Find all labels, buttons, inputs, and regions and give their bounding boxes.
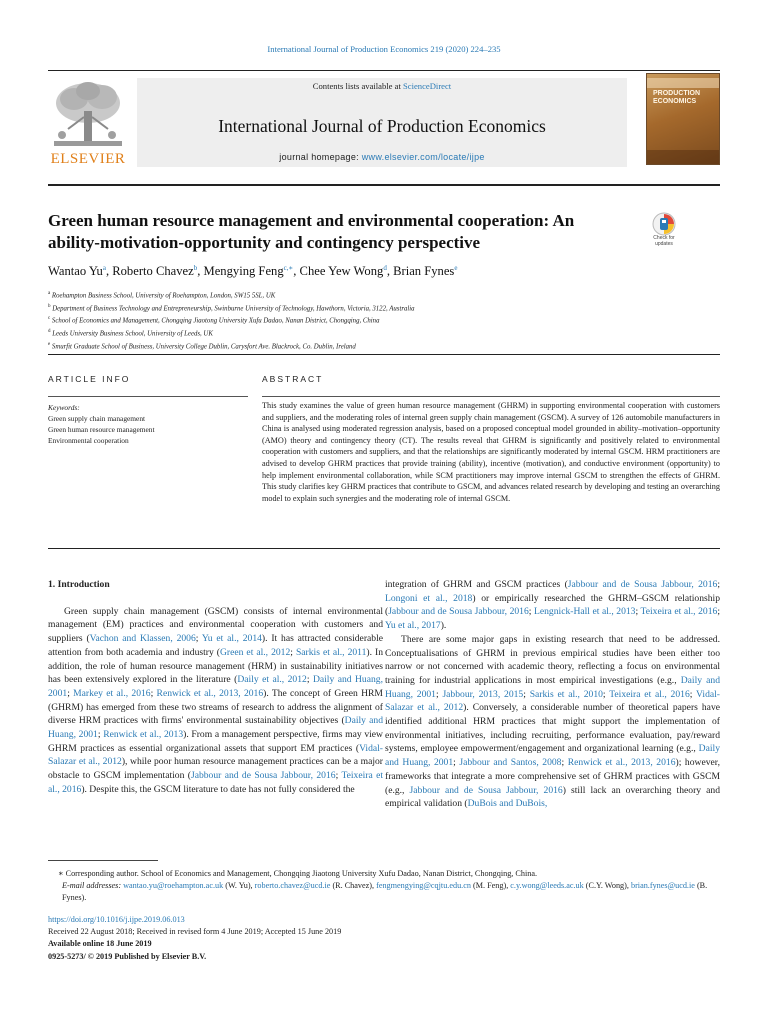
email-label: E-mail addresses: bbox=[62, 881, 124, 891]
paragraph-text: ), while poor human resource management practices can be a major obstacle to GSCM implementation ( bbox=[48, 756, 383, 782]
paragraph-text: ; bbox=[306, 674, 313, 686]
author-affiliation-marker[interactable]: a bbox=[102, 264, 106, 272]
citation-link[interactable]: Yu et al., 2014 bbox=[201, 633, 262, 645]
paragraph-text: ; bbox=[435, 688, 443, 700]
citation-link[interactable]: Jabbour and de Sousa Jabbour, 2016 bbox=[388, 606, 529, 618]
journal-citation[interactable]: International Journal of Production Economics 219 (2020) 224–235 bbox=[267, 44, 501, 54]
citation-link[interactable]: Vachon and Klassen, 2006 bbox=[89, 633, 196, 645]
author-affiliation-marker[interactable]: e bbox=[454, 264, 458, 272]
affiliation bbox=[48, 314, 720, 327]
elsevier-logo[interactable] bbox=[48, 77, 128, 169]
affiliation-marker: b bbox=[48, 303, 51, 309]
cover-title: PRODUCTION ECONOMICS bbox=[653, 90, 701, 105]
check-for-updates-button[interactable] bbox=[646, 212, 682, 258]
section-heading: 1. Introduction bbox=[48, 579, 110, 590]
author-affiliation-marker[interactable]: d bbox=[383, 264, 387, 272]
contents-prefix: Contents lists available at bbox=[312, 81, 403, 91]
keyword-item[interactable]: Green supply chain management bbox=[48, 414, 146, 423]
keywords-block bbox=[48, 402, 248, 446]
paragraph-text: ; bbox=[453, 757, 460, 769]
keyword-item[interactable]: Environmental cooperation bbox=[48, 436, 129, 445]
paragraph-text: ; bbox=[717, 606, 720, 618]
issn-copyright: 0925-5273/ © 2019 Published by Elsevier B.V. bbox=[48, 951, 207, 961]
author-name[interactable]: Wantao Yu bbox=[48, 264, 103, 279]
article-title: Green human resource management and environmental cooperation: An ability-motivation-opportunity and contingency perspective bbox=[48, 211, 575, 252]
citation-link[interactable]: Jabbour and de Sousa Jabbour, 2016 bbox=[409, 784, 563, 796]
body-column-right bbox=[385, 578, 720, 811]
email-link[interactable]: c.y.wong@leeds.ac.uk bbox=[510, 881, 584, 891]
author-name[interactable]: Mengying Feng bbox=[203, 264, 284, 279]
citation-link[interactable]: Daily et al., 2012 bbox=[237, 674, 307, 686]
affiliation-marker: c bbox=[48, 316, 51, 322]
paragraph-text: ). Conversely, a considerable number of theoretical papers have identified additional HRM practices that might support the implementation of environmental initiatives, including recruiting, performance evaluation, pay/reward systems, employee empowerment/engagement and organizational learning (e.g., bbox=[385, 702, 720, 755]
citation-link[interactable]: Teixeira et al., 2016 bbox=[48, 770, 384, 795]
email-owner: (R. Chavez), bbox=[330, 881, 377, 891]
available-online: Available online 18 June 2019 bbox=[48, 939, 152, 949]
email-owner: (M. Feng), bbox=[470, 881, 511, 891]
paragraph-text: ); however, frameworks that integrate a more comprehensive set of GHRM practices with GSCM (e.g., bbox=[385, 757, 720, 796]
paragraph-text: Green supply chain management (GSCM) consists of internal environmental management (EM) practices and environmental cooperation with customers and suppliers ( bbox=[48, 605, 383, 645]
citation-link[interactable]: Lengnick-Hall et al., 2013 bbox=[534, 606, 636, 618]
journal-banner bbox=[137, 78, 627, 167]
citation-link[interactable]: Sarkis et al., 2011 bbox=[295, 646, 367, 658]
paragraph-text: ; bbox=[195, 633, 202, 645]
paragraph-text: integration of GHRM and GSCM practices ( bbox=[385, 579, 568, 590]
journal-title: International Journal of Production Economics bbox=[218, 116, 546, 136]
citation-link[interactable]: Jabbour and de Sousa Jabbour, 2016 bbox=[190, 770, 336, 782]
citation-link[interactable]: Daily and Huang, 2001 bbox=[385, 743, 720, 769]
affiliation-text: Roehampton Business School, University of Roehampton, London, SW15 5SL, UK bbox=[50, 292, 276, 300]
affiliation bbox=[48, 302, 720, 315]
paragraph-text: ; bbox=[67, 687, 74, 699]
divider bbox=[48, 396, 248, 397]
citation-link[interactable]: Yu et al., 2017 bbox=[385, 620, 441, 632]
citation-link[interactable]: Renwick et al., 2013 bbox=[103, 729, 184, 741]
divider bbox=[48, 184, 720, 186]
email-link[interactable]: brian.fynes@ucd.ie bbox=[630, 881, 695, 891]
citation-link[interactable]: Daily and Huang, 2001 bbox=[385, 674, 720, 700]
affiliation-text: Department of Business Technology and Entrepreneurship, Swinburne University of Technology, Hawthorn, Victoria, 3122, Australia bbox=[50, 304, 415, 312]
citation-link[interactable]: Green et al., 2012 bbox=[220, 646, 291, 658]
divider bbox=[262, 396, 720, 397]
cover-strip bbox=[647, 150, 720, 165]
elsevier-tree-icon bbox=[48, 77, 128, 151]
email-addresses bbox=[48, 880, 720, 904]
author-name[interactable]: Chee Yew Wong bbox=[299, 264, 384, 279]
publication-info bbox=[48, 914, 720, 963]
paragraph-text: ; bbox=[717, 579, 720, 590]
citation-link[interactable]: Daily and Huang, 2001 bbox=[48, 674, 383, 699]
affiliation-marker: d bbox=[48, 329, 51, 335]
paragraph-text: ; bbox=[290, 646, 296, 658]
email-link[interactable]: wantao.yu@roehampton.ac.uk bbox=[123, 881, 224, 891]
elsevier-wordmark: ELSEVIER bbox=[50, 151, 126, 167]
body-paragraph bbox=[385, 578, 720, 633]
paragraph-text: ). bbox=[440, 620, 447, 632]
citation-link[interactable]: Renwick et al., 2013, 2016 bbox=[567, 757, 676, 769]
received-dates: Received 22 August 2018; Received in revised form 4 June 2019; Accepted 15 June 2019 bbox=[48, 927, 342, 937]
affiliation-list bbox=[48, 289, 720, 352]
paragraph-text: ; bbox=[561, 757, 568, 769]
divider bbox=[48, 548, 720, 549]
body-paragraph bbox=[385, 633, 720, 811]
email-owner: (W. Yu), bbox=[223, 881, 255, 891]
author-name[interactable]: Roberto Chavez bbox=[112, 264, 194, 279]
doi-link[interactable]: https://doi.org/10.1016/j.ijpe.2019.06.013 bbox=[48, 915, 185, 924]
masthead bbox=[48, 70, 720, 166]
paragraph-text: ; bbox=[335, 770, 342, 782]
citation-link[interactable]: Longoni et al., 2018 bbox=[385, 592, 473, 604]
paragraph-text: ). From a management perspective, firms may view GHRM practices as essential organizational assets that support EM practices ( bbox=[48, 729, 383, 754]
body-paragraph bbox=[48, 605, 383, 797]
keyword-item[interactable]: Green human resource management bbox=[48, 425, 155, 434]
citation-link[interactable]: Vidal-Salazar et al., 2012 bbox=[385, 688, 720, 714]
paragraph-text: ; bbox=[523, 688, 530, 700]
paragraph-text: ). In addition, the role of human resource management (HRM) in sustainability initiatives has been extensively explored in the literature ( bbox=[48, 646, 384, 686]
paragraph-text: ; bbox=[602, 688, 610, 700]
email-owner: (B. Fynes). bbox=[62, 881, 708, 903]
paragraph-text: ; bbox=[97, 729, 104, 741]
affiliation-text: Smurfit Graduate School of Business, University College Dublin, Carysfort Ave. Blackrock, Co. Dublin, Ireland bbox=[50, 342, 356, 350]
paragraph-text: ). The concept of Green HRM (GHRM) has emerged from these two streams of research to address the alignment of diverse HRM practices with firms' environmental sustainability objectives ( bbox=[48, 687, 383, 727]
author-affiliation-marker[interactable]: c,∗ bbox=[283, 264, 294, 272]
affiliation bbox=[48, 289, 720, 302]
citation-link[interactable]: Vidal-Salazar et al., 2012 bbox=[48, 742, 383, 768]
citation-link[interactable]: Teixeira et al., 2016 bbox=[640, 606, 718, 618]
citation-link[interactable]: Jabbour and Santos, 2008 bbox=[459, 757, 562, 769]
email-link[interactable]: fengmengying@cqjtu.edu.cn bbox=[376, 881, 471, 891]
homepage-prefix: journal homepage: bbox=[279, 152, 362, 162]
affiliation-marker: e bbox=[48, 341, 51, 347]
author-list: Wantao Yu$^a$, Roberto Chavez$^b$, Mengying Feng$^{c,∗}$, Chee Yew Wong$^d$, Brian Fynes$^e$ bbox=[48, 264, 458, 279]
paragraph-text: ) still lack an overarching theory and empirical validation ( bbox=[385, 784, 720, 810]
sciencedirect-link[interactable]: ScienceDirect bbox=[403, 81, 452, 91]
paragraph-text: ). Despite this, the GSCM literature to date has not fully considered the bbox=[81, 783, 355, 795]
divider bbox=[48, 354, 720, 355]
crossmark-label: Check for updates bbox=[653, 235, 675, 247]
paragraph-text: ; bbox=[528, 606, 535, 618]
citation-link[interactable]: Jabbour and de Sousa Jabbour, 2016 bbox=[567, 579, 718, 590]
citation-link[interactable]: Teixeira et al., 2016 bbox=[609, 688, 690, 700]
paragraph-text: ; bbox=[689, 688, 697, 700]
email-owner: (C.Y. Wong), bbox=[583, 881, 631, 891]
footnote bbox=[48, 868, 720, 905]
paragraph-text: ) or empirically researched the GHRM–GSCM relationship ( bbox=[385, 592, 720, 618]
homepage-line bbox=[137, 152, 627, 162]
contents-line bbox=[137, 81, 627, 91]
abstract-text: This study examines the value of green human resource management (GHRM) in supporting environmental cooperation with customers and suppliers, and the moderating roles of internal green supply chain management (GSCM). A survey of 126 automobile manufacturers in China is analysed using moderated regression analysis, based on a proposed conceptual model grounded in ability–motivation–opportunity (AMO) theory and contingency theory (CT). The results reveal that GHRM is significantly and positively related to environmental cooperation with customers and suppliers, and that the relationships are significantly moderated by internal GSCM. HRM practitioners are advised to develop GHRM practices that provide training (ability), incentive (motivation), and conductive environment (opportunity) to help implement environmental collaboration, while SCM practitioners may improve internal GSCM to strengthen the effects of GHRM. This study clarifies key GHRM practices that contribute to GSCM, and advances related research by developing and testing an overarching model to explain such synergies and the moderating role of internal GSCM. bbox=[262, 401, 720, 503]
footnote-divider bbox=[48, 860, 158, 861]
affiliation bbox=[48, 327, 720, 340]
citation-link[interactable]: DuBois and DuBois, bbox=[467, 798, 548, 810]
keywords-label: Keywords: bbox=[48, 403, 80, 412]
email-link[interactable]: roberto.chavez@ucd.ie bbox=[254, 881, 331, 891]
journal-cover-image[interactable] bbox=[646, 73, 720, 165]
affiliation-marker: a bbox=[48, 291, 51, 296]
citation-link[interactable]: Jabbour, 2013, 2015 bbox=[442, 688, 524, 700]
article-info-heading: ARTICLE INFO bbox=[48, 374, 131, 384]
abstract-heading: ABSTRACT bbox=[262, 374, 324, 384]
citation-link[interactable]: Sarkis et al., 2010 bbox=[529, 688, 603, 700]
affiliation bbox=[48, 340, 720, 353]
citation-link[interactable]: Markey et al., 2016 bbox=[73, 687, 151, 699]
paragraph-text: ). It has attracted considerable attention from both academia and industry ( bbox=[48, 633, 383, 658]
paragraph-text: ; bbox=[150, 687, 157, 699]
homepage-link[interactable]: www.elsevier.com/locate/ijpe bbox=[361, 152, 485, 162]
corresponding-author-note: ∗ Corresponding author. School of Economics and Management, Chongqing Jiaotong University Xufu Dadao, Nanan District, Chongqing, China. bbox=[58, 869, 538, 878]
paragraph-text: There are some major gaps in existing research that need to be addressed. Conceptualisations of GHRM in previous empirical studies have been either too narrow or not concerned with academic theory, reflecting a focus on environmental training for industrial applications in most empirical investigations (e.g., bbox=[385, 633, 720, 686]
author-name[interactable]: Brian Fynes bbox=[393, 264, 455, 279]
affiliation-text: School of Economics and Management, Chongqing Jiaotong University Xufu Dadao, Nanan District, Chongqing, China bbox=[50, 317, 380, 325]
paragraph-text: ; bbox=[635, 606, 641, 618]
citation-link[interactable]: Daily and Huang, 2001 bbox=[48, 715, 383, 741]
body-column-left bbox=[48, 578, 383, 797]
cover-strip bbox=[647, 78, 720, 88]
citation-link[interactable]: Renwick et al., 2013, 2016 bbox=[156, 687, 264, 699]
affiliation-text: Leeds University Business School, University of Leeds, UK bbox=[50, 330, 213, 338]
author-affiliation-marker[interactable]: b bbox=[193, 264, 198, 272]
